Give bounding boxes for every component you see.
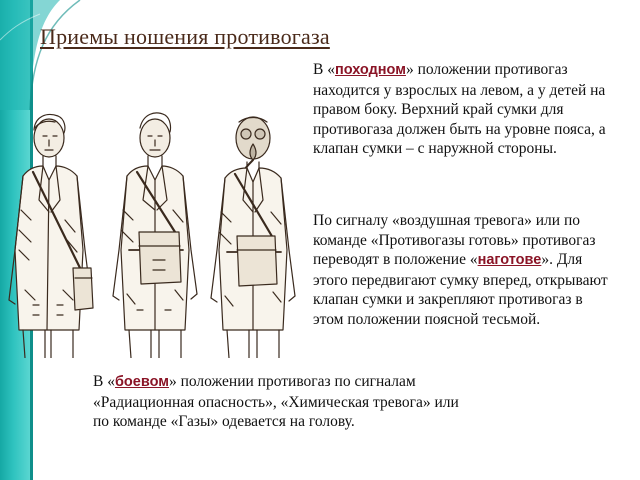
combat-position-figure [203, 100, 305, 358]
decorative-curve [0, 0, 130, 110]
gas-mask-illustration [3, 100, 305, 358]
march-position-text [313, 60, 613, 159]
march-position-keyword: походном [334, 62, 406, 78]
combat-position-text [93, 372, 473, 432]
page-title: Приемы ношения противогаза [40, 24, 330, 49]
ready-rest: ». Для этого передвигают сумку вперед, открывают клапан сумки и закрепляют противогаз в этом положении поясной тесьмой. [313, 251, 608, 328]
march-prefix: В « [313, 61, 335, 78]
ready-prefix: По сигналу «воздушная тревога» или по команде «Противогазы готовь» противогаз переводят в положение « [313, 212, 596, 268]
ready-position-figure [103, 100, 208, 358]
combat-position-keyword: боевом [114, 374, 169, 390]
march-position-figure [3, 100, 103, 358]
ready-position-text [313, 211, 613, 329]
march-rest: » положении противогаз находится у взрослых на левом, а у детей на правом боку. Верхний край сумки для противогаза должен быть на уровне пояса, а клапан сумки – с наружной стороны. [313, 61, 606, 157]
combat-rest: » положении противогаз по сигналам «Радиационная опасность», «Химическая тревога» или по команде «Газы» одевается на голову. [93, 373, 459, 430]
ready-position-keyword: наготове [477, 252, 542, 268]
combat-prefix: В « [93, 373, 115, 390]
